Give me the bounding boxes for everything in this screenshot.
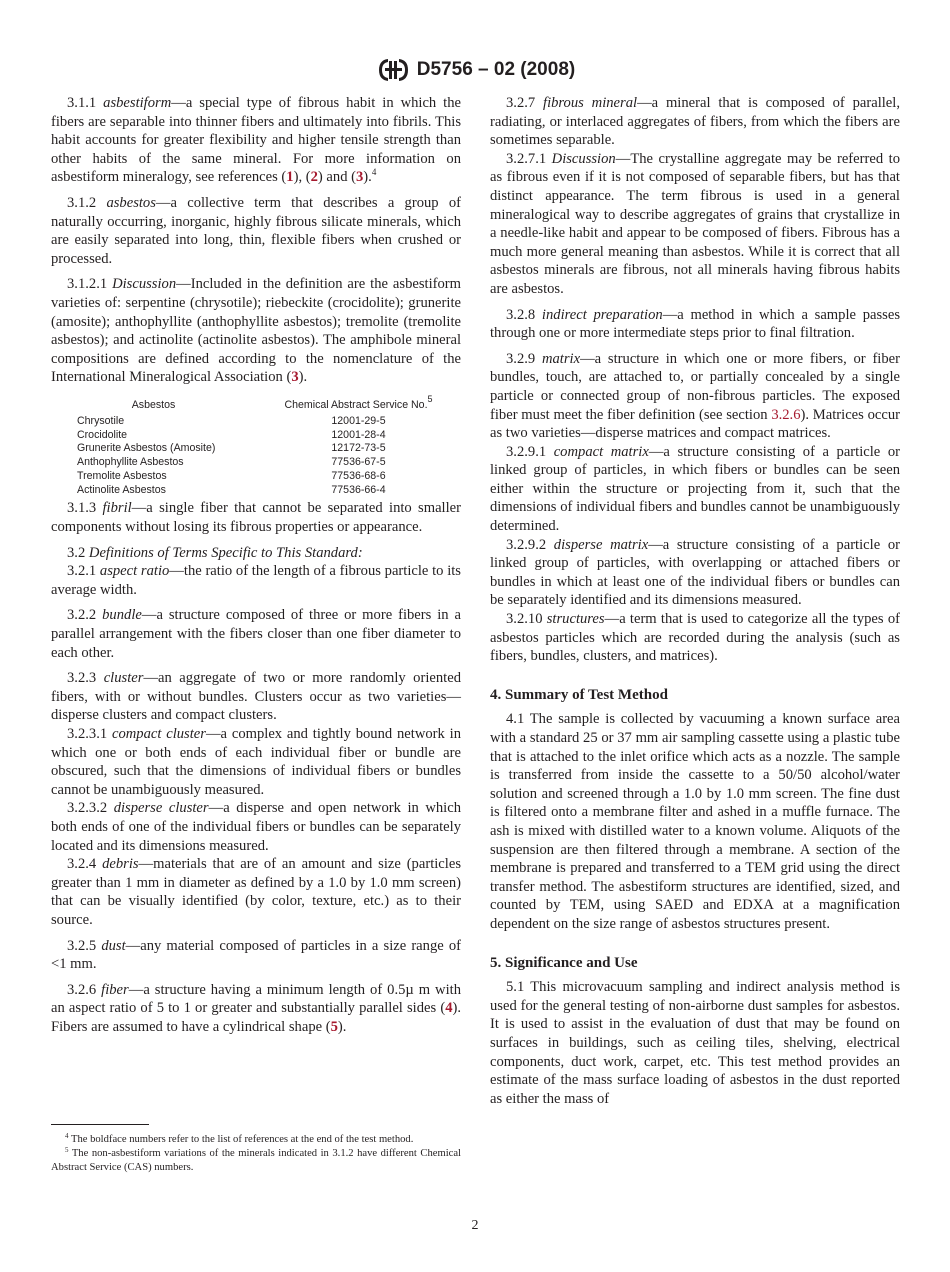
reference-link[interactable]: 3 [356, 169, 364, 186]
section-number: 3.2.3.2 [67, 800, 108, 817]
cas-number: 77536-66-4 [331, 483, 386, 496]
cas-number: 77536-68-6 [331, 469, 386, 482]
footnote-text: The non-asbestiform variations of the minerals indicated in 3.1.2 have different Chemical Abstract Service (CAS) numbers. [51, 1148, 461, 1173]
footnote-marker[interactable]: 4 [371, 167, 377, 178]
asbestos-name: Crocidolite [77, 428, 128, 441]
section-3-1-2 [51, 194, 461, 268]
reference-link[interactable]: 3 [291, 369, 299, 386]
definition-text: —The crystalline aggregate may be referred to as fibrous even if it is not composed of separable fibers, but has that distinct appearance. The term fibrous is used in a general mineralogical way to describe aggregates of grains that crystallize in a needle-like habit and appear to be composed of fibers. Fibrous has a much more general meaning than asbestos. While it is correct that all asbestos minerals are fibrous, not all minerals having fibrous habits are asbestos. [490, 150, 900, 297]
cas-number: 12172-73-5 [331, 442, 386, 455]
term: fibril [102, 500, 132, 517]
table-header-row [51, 399, 461, 415]
subsection-title: Definitions of Terms Specific to This Standard: [88, 544, 363, 561]
definition-text: —a collective term that describes a group of naturally occurring, inorganic, highly fibrous silicate minerals, which are easily separated into long, thin, flexible fibers when crushed or processed. [51, 194, 461, 267]
section-number: 3.2.3.1 [67, 726, 108, 743]
punct: ), ( [293, 169, 311, 186]
section-number: 3.1.1 [67, 95, 97, 111]
section-3-2-3-1 [51, 725, 461, 799]
definition-text: —materials that are of an amount and size (particles greater than 1 mm in diameter as defined by a 1.0 by 1.0 mm screen) that can be visually identified (by color, texture, etc.) as to their source. [51, 856, 461, 928]
section-3-2-5 [51, 937, 461, 974]
definition-text: ). Matrices occur as two varieties—disperse matrices and compact matrices. [490, 406, 900, 442]
section-number: 3.2.8 [506, 306, 536, 323]
cas-number: 77536-67-5 [331, 456, 386, 469]
punct: ). [363, 169, 372, 186]
section-number: 3.2.4 [67, 856, 97, 873]
left-column [51, 94, 461, 1037]
section-3-2-7 [490, 94, 900, 150]
column-header-asbestos: Asbestos [131, 398, 176, 411]
section-number: 3.2.3 [67, 670, 97, 687]
section-3-2 [51, 544, 461, 563]
right-column [490, 94, 900, 1108]
section-3-2-3-2 [51, 799, 461, 855]
punct: ). [298, 369, 308, 386]
cas-number: 12001-29-5 [331, 414, 386, 427]
section-4-heading: 4. Summary of Test Method [490, 686, 668, 703]
section-number: 3.1.2.1 [67, 276, 108, 293]
page-number: 2 [471, 1218, 479, 1233]
definition-text: —a single fiber that cannot be separated into smaller components without losing its fibrous properties or appearance. [51, 500, 461, 536]
punct: ) and ( [317, 169, 356, 186]
footnote-text: The boldface numbers refer to the list of references at the end of the test method. [70, 1134, 414, 1145]
term: debris [102, 856, 139, 873]
cas-header-text: Chemical Abstract Service No. [284, 398, 428, 411]
asbestos-name: Anthophyllite Asbestos [77, 456, 184, 469]
footnote-divider [51, 1124, 149, 1125]
term: aspect ratio [99, 563, 170, 580]
reference-link[interactable]: 5 [330, 1018, 338, 1035]
section-number: 3.1.2 [67, 194, 97, 211]
section-number: 3.2.9.2 [506, 536, 547, 553]
asbestos-name: Actinolite Asbestos [77, 483, 166, 496]
section-3-2-7-1 [490, 150, 900, 299]
table-row [51, 415, 461, 429]
page-header [0, 55, 950, 85]
section-3-2-10 [490, 610, 900, 666]
term: asbestiform [103, 95, 172, 111]
section-3-1-3 [51, 499, 461, 536]
term: matrix [541, 350, 581, 367]
section-number: 3.2 [67, 544, 86, 561]
section-3-2-9-2 [490, 536, 900, 610]
term: structures [546, 611, 605, 628]
definition-text: —a structure having a minimum length of 0.5µ m with an aspect ratio of 5 to 1 or greater and substantially parallel sides ( [51, 981, 462, 1017]
definition-text: —a complex and tightly bound network in which one or both ends of each individual fiber or bundle are obscured, such that the dimensions of individual fibers or bundles cannot be unambiguously measured. [51, 726, 462, 798]
section-number: 3.2.9 [506, 350, 536, 367]
definition-text: —an aggregate of two or more randomly oriented fibers, with or without bundles. Clusters occur as two varieties—disperse clusters and compact clusters. [51, 670, 461, 724]
term: compact cluster [111, 726, 206, 743]
section-number: 3.2.5 [67, 937, 97, 954]
term: fiber [101, 981, 129, 998]
section-number: 3.2.7 [506, 95, 536, 111]
section-3-2-8 [490, 306, 900, 343]
footnote-marker: 4 [65, 1132, 69, 1140]
table-row [51, 484, 461, 498]
term: Discussion [112, 276, 177, 293]
footnotes [51, 1133, 461, 1175]
footnote-4 [51, 1133, 461, 1147]
asbestos-name: Grunerite Asbestos (Amosite) [77, 442, 216, 455]
section-number: 3.2.2 [67, 607, 97, 624]
asbestos-name: Chrysotile [77, 414, 125, 427]
section-3-1-1 [51, 94, 461, 187]
definition-text: —a method in which a sample passes through one or more intermediate steps prior to final filtration. [490, 306, 901, 342]
astm-logo-icon [375, 57, 411, 83]
section-number: 5.1 [506, 979, 525, 996]
definition-text: —a disperse and open network in which both ends of one of the individual fibers or bundles can be separately located and its dimensions measured. [51, 800, 461, 854]
definition-text: —a structure consisting of a particle or linked group of particles, in which fibers or bundles can be seen either within the structure or projecting from it, such that the dimensions of individual fibers and bundles cannot be unambiguously determined. [490, 443, 900, 535]
term: fibrous mineral [543, 95, 638, 111]
definition-text: —the ratio of the length of a fibrous particle to its average width. [51, 563, 461, 598]
section-3-2-2 [51, 606, 461, 662]
term: cluster [103, 670, 144, 687]
term: indirect preparation [541, 306, 663, 323]
table-row [51, 456, 461, 470]
section-number: 3.2.10 [506, 611, 543, 628]
section-3-2-9-1 [490, 443, 900, 536]
table-row [51, 470, 461, 484]
definition-text: —a structure in which one or more fibers, or fiber bundles, touch, are attached to, or partially concealed by a single particle or connected group of non-fibrous particles. The exposed fiber must meet the fiber definition (see section [490, 350, 900, 423]
section-number: 3.2.1 [67, 563, 97, 580]
section-5-1 [490, 978, 900, 1108]
definition-text: —a structure composed of three or more fibers in a parallel arrangement with the fibers closer than one fiber diameter to each other. [51, 607, 461, 661]
definition-text: —a structure consisting of a particle or linked group of particles, with overlapping or attached fibers or bundles in which at least one of the individual fibers or bundles can be separately identified and its dimensions measured. [490, 536, 900, 609]
document-id: D5756 – 02 (2008) [416, 59, 576, 80]
cas-number: 12001-28-4 [331, 428, 386, 441]
reference-link[interactable]: 2 [310, 169, 318, 186]
section-number: 4.1 [506, 711, 525, 728]
definition-text: —Included in the definition are the asbestiform varieties of: serpentine (chrysotile); riebeckite (crocidolite); grunerite (amosite); anthophyllite (anthophyllite asbestos); tremolite (tremolite asbestos); and actinolite (actinolite asbestos). The amphibole mineral compositions are defined according to the nomenclature of the International Mineralogical Association ( [51, 276, 461, 386]
definition-text: —a special type of fibrous habit in which the fibers are separable into thinner fibers and ultimately into fibrils. This habit accounts for greater flexibility and higher tensile strength than other habits of the same mineral. For more information on asbestiform mineralogy, see references ( [51, 95, 461, 186]
section-3-2-3 [51, 669, 461, 725]
punct: ). [337, 1018, 347, 1035]
section-3-2-1 [51, 562, 461, 599]
section-number: 3.2.7.1 [506, 150, 547, 167]
column-header-cas [256, 393, 461, 415]
term: compact matrix [553, 443, 649, 460]
term: disperse cluster [113, 800, 209, 817]
section-4-1 [490, 710, 900, 933]
reference-link[interactable]: 4 [445, 1000, 453, 1017]
section-3-2-9 [490, 350, 900, 443]
paragraph-text: The sample is collected by vacuuming a known surface area with a standard 25 or 37 mm air sampling cassette using a plastic tube that is attached to the inlet orifice which acts as a nozzle. The sample is transferred from inside the cassette to a 50/50 alcohol/water solution and screened through a 1.0 by 1.0 mm screen. The fine dust is filtered onto a membrane filter and ashed in a muffle furnace. The ash is mixed with distilled water to a known volume. Aliquots of the suspension are then filtered through a membrane. A section of the membrane is prepared and transferred to a TEM grid using the direct transfer method. The asbestiform structures are identified, sized, and counted by TEM, using SAED and EDXA at a magnification dependent on the size range of asbestos structures present. [490, 711, 901, 932]
term: dust [101, 937, 126, 954]
footnote-marker: 5 [65, 1146, 69, 1154]
term: Discussion [551, 150, 616, 167]
section-3-2-4 [51, 855, 461, 929]
footnote-5 [51, 1147, 461, 1175]
section-number: 3.2.9.1 [506, 443, 547, 460]
footnote-marker[interactable]: 5 [427, 393, 433, 404]
section-cross-reference-link[interactable]: 3.2.6 [771, 406, 801, 423]
definition-text: —any material composed of particles in a size range of <1 mm. [51, 937, 461, 973]
section-number: 3.2.6 [67, 981, 97, 998]
term: asbestos [106, 194, 156, 211]
section-3-1-2-1 [51, 275, 461, 387]
term: bundle [102, 607, 142, 624]
section-3-2-6 [51, 981, 461, 1037]
term: disperse matrix [553, 536, 649, 553]
definition-text: ). Fibers are assumed to have a cylindrical shape ( [51, 1000, 461, 1035]
asbestos-name: Tremolite Asbestos [77, 469, 167, 482]
definition-text: —a mineral that is composed of parallel, radiating, or interlaced aggregates of fibers, from which the fibers are sometimes separable. [490, 95, 900, 149]
table-row [51, 429, 461, 443]
section-5-heading: 5. Significance and Use [490, 954, 638, 971]
reference-link[interactable]: 1 [286, 169, 294, 186]
definition-text: —a term that is used to categorize all the types of asbestos particles which are recorded during the analysis (such as fibers, bundles, clusters, and matrices). [490, 611, 900, 665]
paragraph-text: This microvacuum sampling and indirect analysis method is used for the general testing of non-airborne dust samples for asbestos. It is used to assist in the evaluation of dust that may be found on surfaces in buildings, such as ceiling tiles, shelving, electrical components, duct work, carpet, etc. This test method provides an estimate of the mass surface loading of asbestos in the dust reported as either the mass of [490, 979, 900, 1107]
cas-numbers-table [51, 393, 461, 498]
section-number: 3.1.3 [67, 500, 97, 517]
table-row [51, 442, 461, 456]
